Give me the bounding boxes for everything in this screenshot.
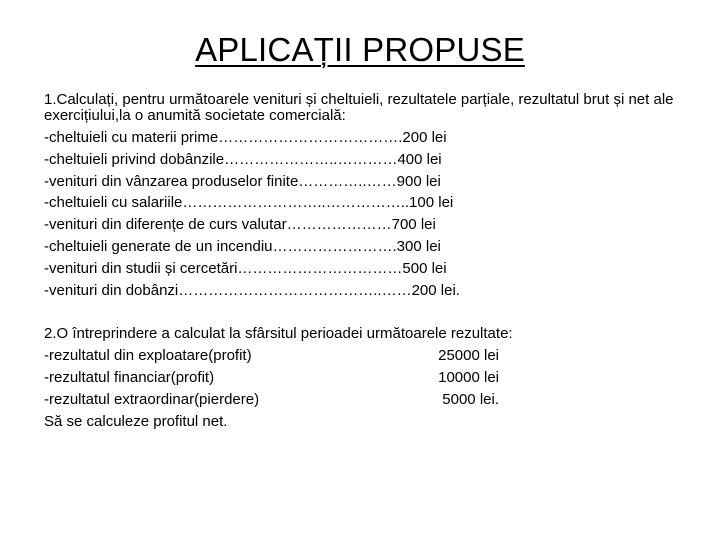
problem-1-intro: 1.Calculați, pentru următoarele venituri și cheltuieli, rezultatele parțiale, rezultatul brut și net ale exercițiului,la o anumită societate comercială: <box>44 91 674 124</box>
problem-1-item: -venituri din diferențe de curs valutar…………………700 lei <box>44 216 436 234</box>
problem-1-item: -venituri din studii și cercetări……………………………500 lei <box>44 259 447 277</box>
problem-1 <box>44 92 694 301</box>
result-label: -rezultatul extraordinar(pierdere) <box>44 391 260 409</box>
result-row <box>44 367 694 389</box>
slide-content <box>44 92 694 433</box>
result-label: -rezultatul din exploatare(profit) <box>44 347 252 365</box>
problem-1-item: -cheltuieli generate de un incendiu…………………….300 lei <box>44 237 441 255</box>
problem-2-intro: 2.O întreprindere a calculat la sfârsitul perioadei următoarele rezultate: <box>44 325 513 343</box>
result-label: -rezultatul financiar(profit) <box>44 369 215 387</box>
problem-2 <box>44 323 694 433</box>
result-row <box>44 389 694 411</box>
problem-1-item: -venituri din vânzarea produselor finite…………..……900 lei <box>44 172 441 190</box>
result-value: 25000 lei <box>438 347 499 365</box>
result-value: 10000 lei <box>438 369 499 387</box>
result-value: 5000 lei. <box>442 391 499 409</box>
problem-1-item: -cheltuieli privind dobânzile…………………..…………400 lei <box>44 150 442 168</box>
slide-title-text: APLICAȚII PROPUSE <box>195 31 525 68</box>
problem-1-item: -cheltuieli cu materii prime……………………………….200 lei <box>44 129 447 146</box>
problem-1-item: -cheltuieli cu salariile………………………..……………..100 lei <box>44 194 454 212</box>
slide-title <box>0 30 720 70</box>
problem-2-question: Să se calculeze profitul net. <box>44 413 228 431</box>
problem-1-item: -venituri din dobânzi…………………………………..……200 lei. <box>44 281 460 299</box>
result-row <box>44 345 694 367</box>
